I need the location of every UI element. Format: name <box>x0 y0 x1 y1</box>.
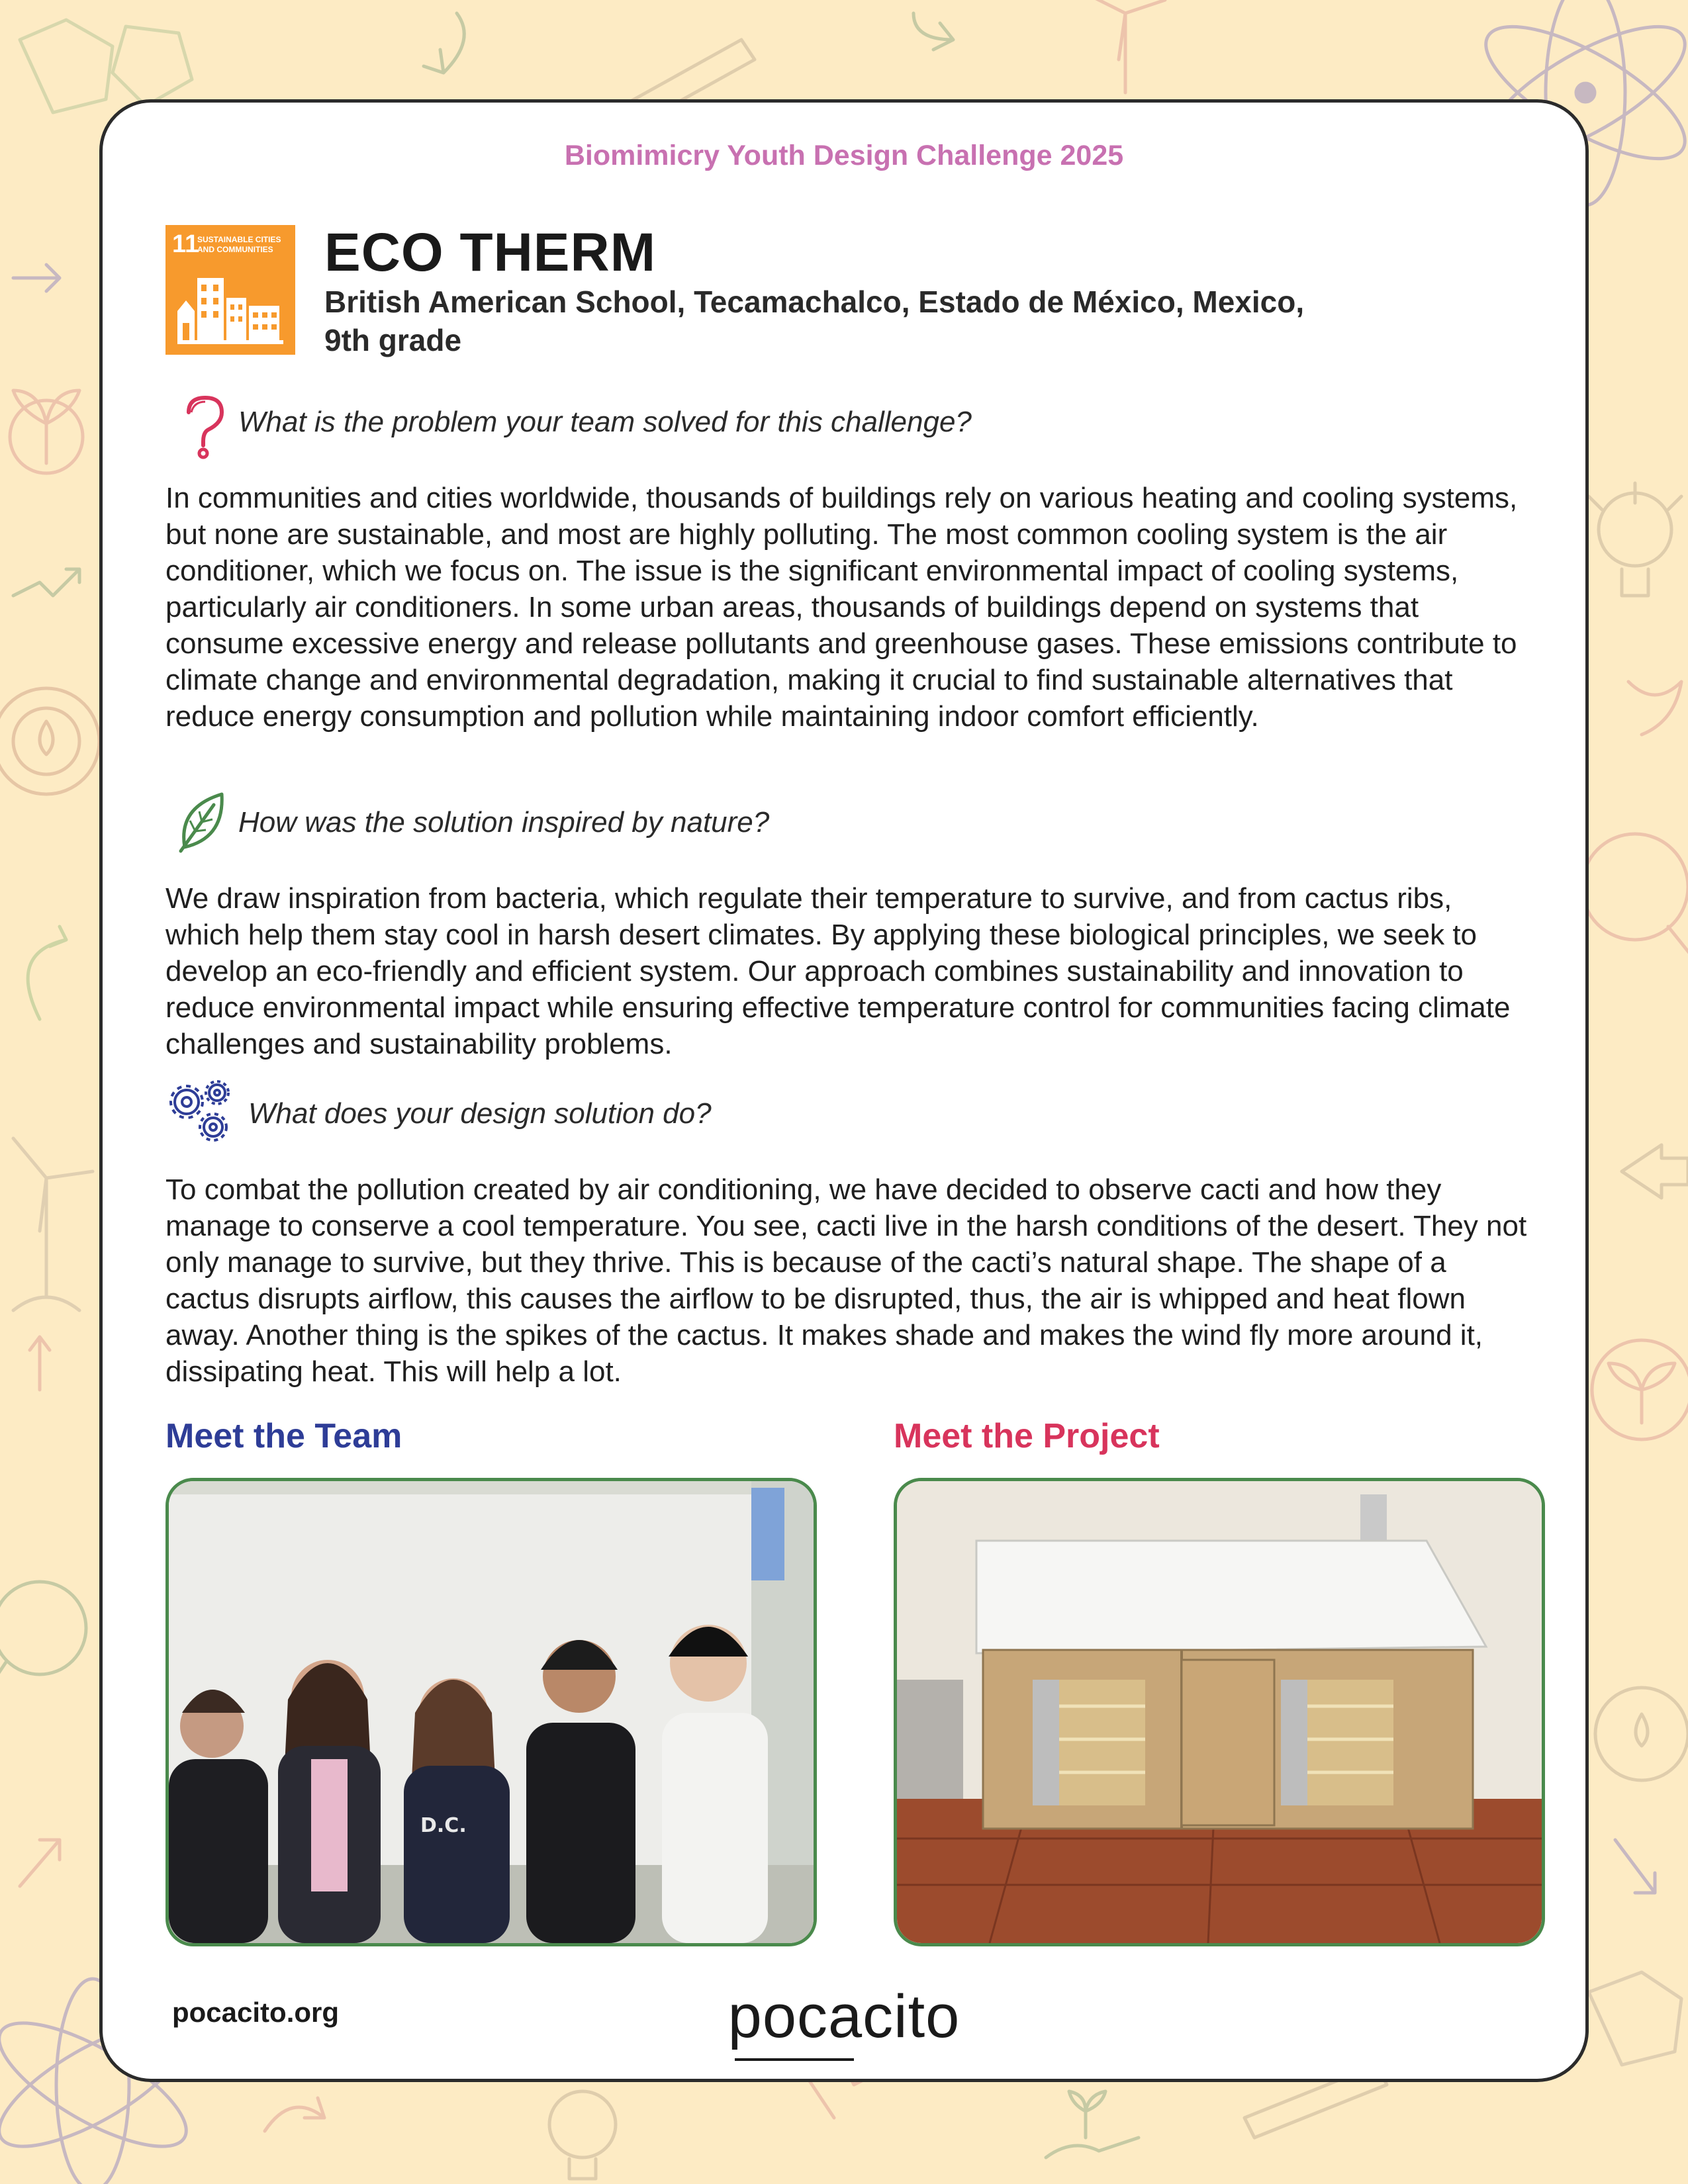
question-problem: What is the problem your team solved for this challenge? <box>238 406 972 438</box>
magnifier-icon <box>0 1582 86 1701</box>
arrow-doodle-icon <box>1615 1840 1655 1893</box>
arrow-doodle-icon <box>1628 682 1681 735</box>
pocacito-logo: pocacito <box>727 1983 961 2050</box>
arrow-doodle-icon <box>1622 1145 1688 1198</box>
sdg-11-badge <box>165 225 295 355</box>
website-link[interactable]: pocacito.org <box>172 1997 340 2028</box>
box-icon <box>1589 1972 1681 2065</box>
windmill-icon <box>1086 0 1165 93</box>
arrow-doodle-icon <box>20 1337 60 1886</box>
plant-icon <box>10 390 83 473</box>
gear-icon <box>1595 1688 1688 1780</box>
project-model-photo <box>894 1478 1545 1946</box>
question-mark-icon <box>182 394 228 460</box>
recycle-box-icon <box>20 20 192 113</box>
lightbulb-icon <box>1589 483 1681 596</box>
hand-plant-icon <box>1046 2091 1139 2158</box>
magnifier-icon <box>1582 834 1688 960</box>
gears-icon <box>165 1074 238 1147</box>
answer-problem: In communities and cities worldwide, thousands of buildings rely on various heating and cooling systems, but none are sustainable, and most are highly polluting. The most common cooling system is the air conditioner, which we focus on. The issue is the significant environmental impact of cooling systems, particularly air conditioners. In some urban areas, thousands of buildings depend on systems that consume excessive energy and release pollutants and greenhouse gases. These emissions contribute to climate change and environmental degradation, making it crucial to find sustainable alternatives that reduce energy consumption and pollution while maintaining indoor comfort efficiently. <box>165 482 1518 733</box>
logo-underline <box>735 2058 854 2061</box>
question-nature: How was the solution inspired by nature? <box>238 806 770 839</box>
question-design: What does your design solution do? <box>248 1097 712 1130</box>
meet-team-heading: Meet the Team <box>165 1417 402 1455</box>
windmill-icon <box>13 1138 93 1310</box>
arrow-doodle-icon <box>13 569 79 596</box>
gear-icon <box>0 688 99 794</box>
arrow-doodle-icon <box>28 927 66 1019</box>
lightbulb-icon <box>549 2091 616 2179</box>
content-card <box>99 99 1589 2082</box>
student-figure <box>278 1660 381 1943</box>
sdg-number: 11 <box>172 230 199 258</box>
school-info: British American School, Tecamachalco, Estado de México, Mexico, 9th grade <box>324 285 1305 357</box>
arrow-doodle-icon <box>13 265 60 291</box>
team-photo <box>165 1478 817 1946</box>
city-buildings-icon <box>177 271 283 345</box>
leaf-icon <box>175 788 228 854</box>
project-title: ECO THERM <box>324 222 656 283</box>
svg-text:D.C.: D.C. <box>420 1814 467 1837</box>
sdg-label: SUSTAINABLE CITIES AND COMMUNITIES <box>197 235 281 254</box>
arrow-doodle-icon <box>424 13 953 73</box>
plant-icon <box>1592 1340 1688 1439</box>
answer-nature: We draw inspiration from bacteria, which regulate their temperature to survive, and from cactus ribs, which help them stay cool in harsh desert climates. By applying these biological principles, we seek to develop an eco-friendly and efficient system. Our approach combines sustainability and innovation to reduce environmental impact while ensuring effective temperature control for communities facing climate challenges and sustainability problems. <box>165 882 1511 1060</box>
meet-project-heading: Meet the Project <box>894 1417 1160 1455</box>
challenge-title: Biomimicry Youth Design Challenge 2025 <box>564 140 1124 171</box>
answer-design: To combat the pollution created by air conditioning, we have decided to observe cacti and how they manage to conserve a cool temperature. You see, cacti live in the harsh conditions of the desert. They not only manage to survive, but they thrive. This is because of the cacti’s natural shape. The shape of a cactus disrupts airflow, this causes the airflow to be disrupted, thus, the air is whipped and heat flown away. Another thing is the spikes of the cactus. It makes shade and makes the wind fly more around it, dissipating heat. This will help a lot. <box>165 1173 1527 1388</box>
